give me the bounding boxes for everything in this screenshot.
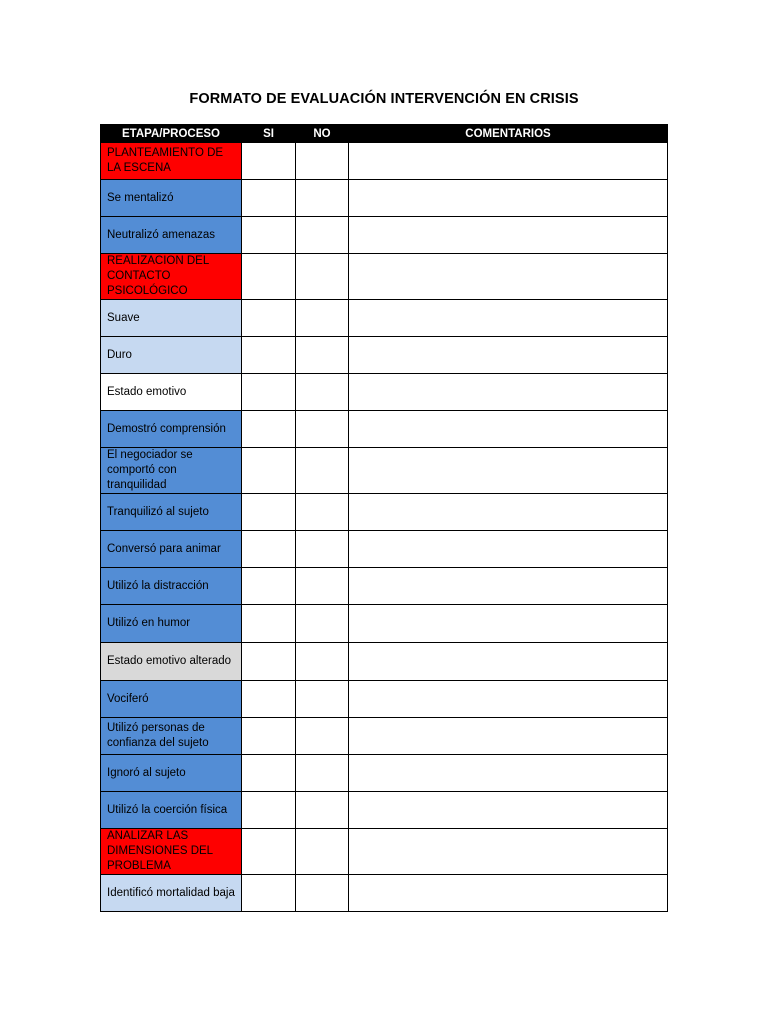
header-si: SI (242, 125, 296, 143)
process-step-label: Utilizó personas de confianza del sujeto (101, 718, 242, 755)
evaluation-table (100, 124, 668, 912)
si-cell[interactable] (242, 448, 296, 494)
process-step-label: Se mentalizó (101, 180, 242, 217)
comentarios-cell[interactable] (349, 300, 668, 337)
si-cell[interactable] (242, 755, 296, 792)
no-cell[interactable] (296, 448, 349, 494)
no-cell[interactable] (296, 605, 349, 643)
table-row (101, 494, 668, 531)
si-cell[interactable] (242, 718, 296, 755)
comentarios-cell[interactable] (349, 254, 668, 300)
table-row (101, 448, 668, 494)
no-cell[interactable] (296, 681, 349, 718)
page-title: FORMATO DE EVALUACIÓN INTERVENCIÓN EN CRISIS (189, 91, 579, 107)
comentarios-cell[interactable] (349, 681, 668, 718)
table-row (101, 337, 668, 374)
comentarios-cell[interactable] (349, 448, 668, 494)
table-row (101, 643, 668, 681)
process-step-label: Utilizó la coerción física (101, 792, 242, 829)
si-cell[interactable] (242, 180, 296, 217)
table-row (101, 217, 668, 254)
comentarios-cell[interactable] (349, 217, 668, 254)
si-cell[interactable] (242, 494, 296, 531)
process-step-label: Neutralizó amenazas (101, 217, 242, 254)
table-header-row (101, 125, 668, 143)
table-row (101, 568, 668, 605)
no-cell[interactable] (296, 875, 349, 912)
comentarios-cell[interactable] (349, 792, 668, 829)
comentarios-cell[interactable] (349, 143, 668, 180)
no-cell[interactable] (296, 531, 349, 568)
comentarios-cell[interactable] (349, 605, 668, 643)
si-cell[interactable] (242, 217, 296, 254)
comentarios-cell[interactable] (349, 374, 668, 411)
si-cell[interactable] (242, 681, 296, 718)
si-cell[interactable] (242, 531, 296, 568)
stage-section-label: REALIZACION DEL CONTACTO PSICOLÓGICO (101, 254, 242, 300)
table-row (101, 792, 668, 829)
si-cell[interactable] (242, 875, 296, 912)
header-comentarios: COMENTARIOS (349, 125, 668, 143)
si-cell[interactable] (242, 300, 296, 337)
table-row (101, 374, 668, 411)
no-cell[interactable] (296, 755, 349, 792)
comentarios-cell[interactable] (349, 829, 668, 875)
process-step-label: Utilizó en humor (101, 605, 242, 643)
table-row (101, 411, 668, 448)
comentarios-cell[interactable] (349, 180, 668, 217)
stage-section-label: ANALIZAR LAS DIMENSIONES DEL PROBLEMA (101, 829, 242, 875)
table-row (101, 300, 668, 337)
process-step-label: Estado emotivo alterado (101, 643, 242, 681)
process-step-label: El negociador se comportó con tranquilidad (101, 448, 242, 494)
process-step-label: Vociferó (101, 681, 242, 718)
table-row (101, 755, 668, 792)
table-row (101, 254, 668, 300)
si-cell[interactable] (242, 143, 296, 180)
si-cell[interactable] (242, 643, 296, 681)
process-step-label: Estado emotivo (101, 374, 242, 411)
table-row (101, 605, 668, 643)
no-cell[interactable] (296, 792, 349, 829)
table-row (101, 718, 668, 755)
header-etapa-proceso: ETAPA/PROCESO (101, 125, 242, 143)
comentarios-cell[interactable] (349, 643, 668, 681)
comentarios-cell[interactable] (349, 875, 668, 912)
comentarios-cell[interactable] (349, 568, 668, 605)
si-cell[interactable] (242, 605, 296, 643)
no-cell[interactable] (296, 718, 349, 755)
no-cell[interactable] (296, 217, 349, 254)
comentarios-cell[interactable] (349, 755, 668, 792)
stage-section-label: PLANTEAMIENTO DE LA ESCENA (101, 143, 242, 180)
process-step-label: Ignoró al sujeto (101, 755, 242, 792)
no-cell[interactable] (296, 829, 349, 875)
comentarios-cell[interactable] (349, 337, 668, 374)
si-cell[interactable] (242, 411, 296, 448)
process-step-label: Tranquilizó al sujeto (101, 494, 242, 531)
no-cell[interactable] (296, 568, 349, 605)
table-row (101, 143, 668, 180)
table-row (101, 875, 668, 912)
no-cell[interactable] (296, 300, 349, 337)
si-cell[interactable] (242, 254, 296, 300)
process-step-label: Duro (101, 337, 242, 374)
si-cell[interactable] (242, 374, 296, 411)
comentarios-cell[interactable] (349, 494, 668, 531)
no-cell[interactable] (296, 180, 349, 217)
si-cell[interactable] (242, 792, 296, 829)
table-row (101, 180, 668, 217)
table-row (101, 681, 668, 718)
no-cell[interactable] (296, 374, 349, 411)
no-cell[interactable] (296, 643, 349, 681)
process-step-label: Suave (101, 300, 242, 337)
table-row (101, 531, 668, 568)
no-cell[interactable] (296, 411, 349, 448)
si-cell[interactable] (242, 568, 296, 605)
no-cell[interactable] (296, 337, 349, 374)
no-cell[interactable] (296, 143, 349, 180)
process-step-label: Identificó mortalidad baja (101, 875, 242, 912)
header-no: NO (296, 125, 349, 143)
process-step-label: Conversó para animar (101, 531, 242, 568)
no-cell[interactable] (296, 494, 349, 531)
process-step-label: Demostró comprensión (101, 411, 242, 448)
table-body (101, 143, 668, 912)
no-cell[interactable] (296, 254, 349, 300)
comentarios-cell[interactable] (349, 411, 668, 448)
comentarios-cell[interactable] (349, 531, 668, 568)
si-cell[interactable] (242, 337, 296, 374)
process-step-label: Utilizó la distracción (101, 568, 242, 605)
table-row (101, 829, 668, 875)
si-cell[interactable] (242, 829, 296, 875)
comentarios-cell[interactable] (349, 718, 668, 755)
